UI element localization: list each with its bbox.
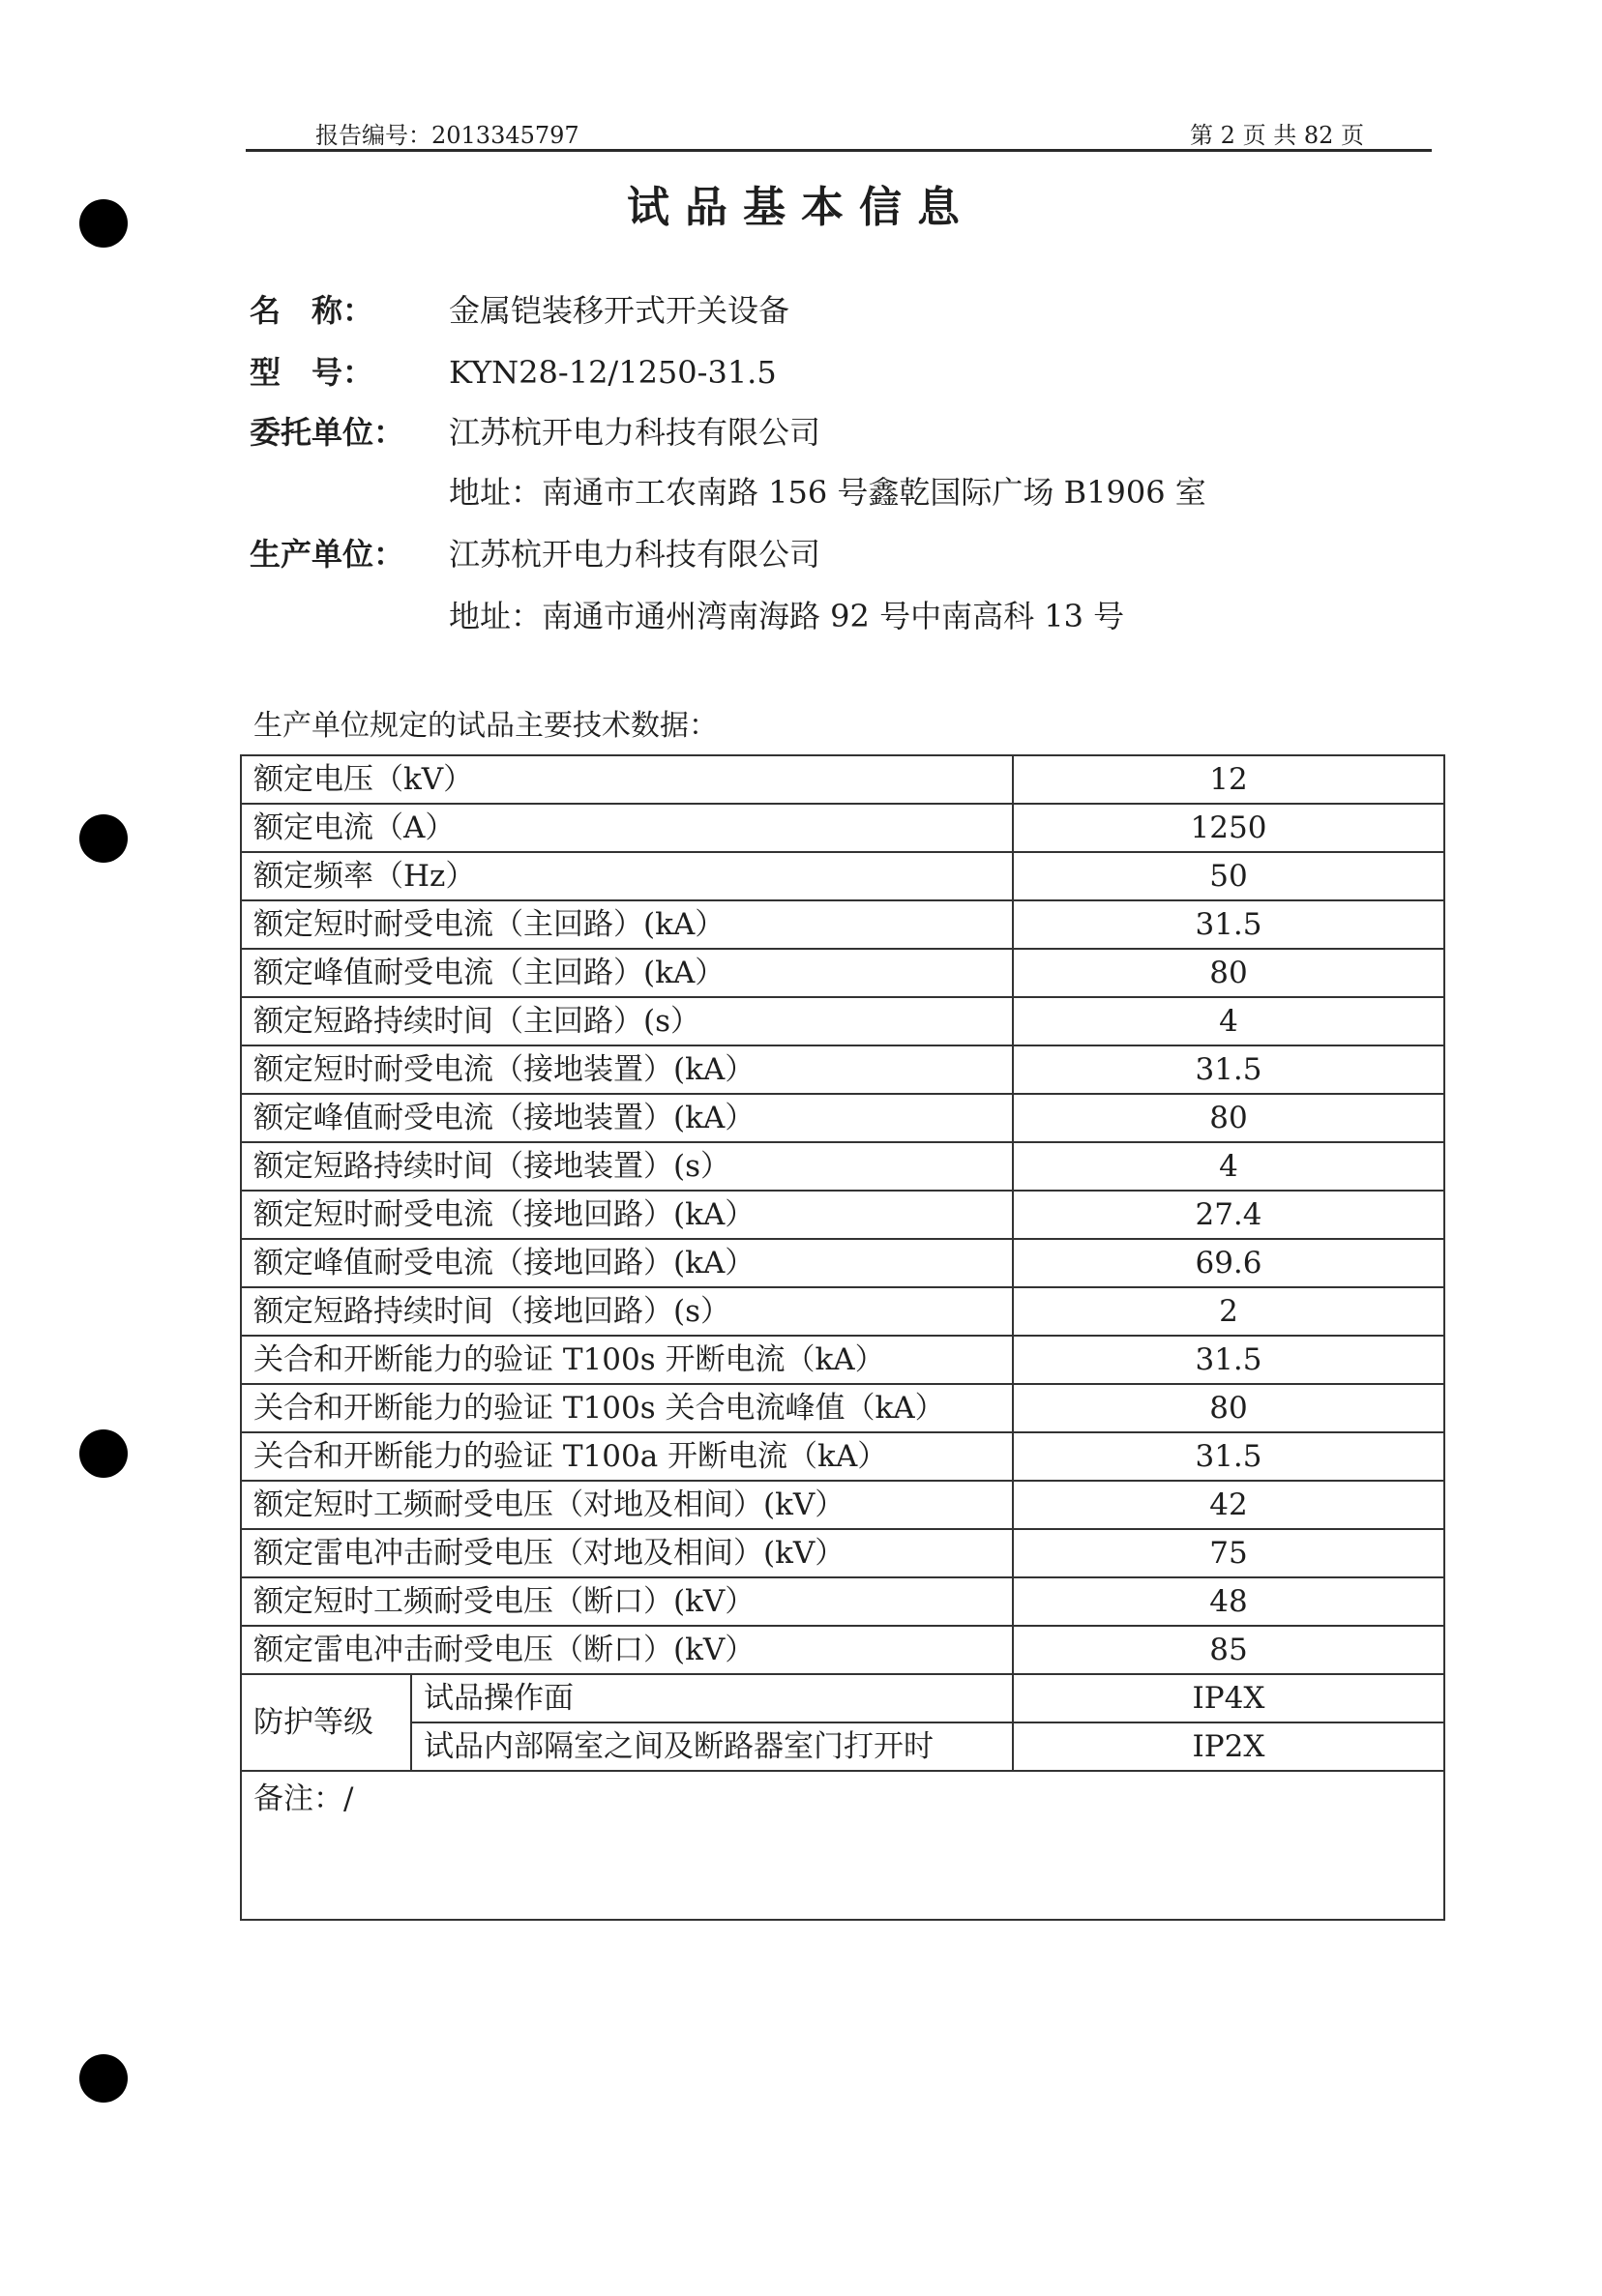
spec-row xyxy=(241,1094,1444,1142)
spec-label: 额定频率（Hz） xyxy=(241,852,1013,900)
spec-row xyxy=(241,804,1444,852)
spec-row xyxy=(241,1626,1444,1674)
spec-label: 额定短时耐受电流（主回路）(kA） xyxy=(241,900,1013,949)
spec-label: 额定短路持续时间（接地回路）(s） xyxy=(241,1287,1013,1336)
spec-label: 额定短时耐受电流（接地装置）(kA） xyxy=(241,1045,1013,1094)
protection-value: IP4X xyxy=(1013,1674,1444,1722)
model-label: 型 号： xyxy=(250,354,374,391)
page-title: 试品基本信息 xyxy=(627,183,975,232)
client-label: 委托单位： xyxy=(250,414,405,451)
spec-value: 80 xyxy=(1013,949,1444,997)
spec-label: 额定短路持续时间（接地装置）(s） xyxy=(241,1142,1013,1191)
name-value: 金属铠装移开式开关设备 xyxy=(449,292,790,329)
name-label: 名 称： xyxy=(250,292,374,329)
spec-label: 额定雷电冲击耐受电压（对地及相间）(kV） xyxy=(241,1529,1013,1577)
notes-row xyxy=(241,1771,1444,1920)
spec-label: 额定雷电冲击耐受电压（断口）(kV） xyxy=(241,1626,1013,1674)
spec-label: 关合和开断能力的验证 T100a 开断电流（kA） xyxy=(241,1432,1013,1481)
maker-value: 江苏杭开电力科技有限公司 xyxy=(449,536,821,573)
model-value: KYN28-12/1250-31.5 xyxy=(449,354,777,391)
spec-row xyxy=(241,1432,1444,1481)
page-info: 第 2 页 共 82 页 xyxy=(1190,122,1364,149)
spec-value: 31.5 xyxy=(1013,900,1444,949)
protection-value: IP2X xyxy=(1013,1722,1444,1771)
spec-row xyxy=(241,1045,1444,1094)
spec-label: 额定短时工频耐受电压（断口）(kV） xyxy=(241,1577,1013,1626)
spec-value: 31.5 xyxy=(1013,1432,1444,1481)
spec-label: 额定电压（kV） xyxy=(241,755,1013,804)
spec-row xyxy=(241,1577,1444,1626)
spec-value: 80 xyxy=(1013,1384,1444,1432)
spec-row xyxy=(241,997,1444,1045)
client-value: 江苏杭开电力科技有限公司 xyxy=(449,414,821,451)
spec-value: 80 xyxy=(1013,1094,1444,1142)
spec-value: 2 xyxy=(1013,1287,1444,1336)
page-header xyxy=(246,110,1432,152)
spec-value: 42 xyxy=(1013,1481,1444,1529)
spec-row xyxy=(241,1191,1444,1239)
maker-label: 生产单位： xyxy=(250,536,405,573)
report-number: 报告编号：2013345797 xyxy=(315,122,579,149)
spec-row xyxy=(241,1529,1444,1577)
spec-row xyxy=(241,1336,1444,1384)
spec-value: 1250 xyxy=(1013,804,1444,852)
spec-row xyxy=(241,1481,1444,1529)
spec-value: 85 xyxy=(1013,1626,1444,1674)
spec-value: 4 xyxy=(1013,997,1444,1045)
spec-label: 额定峰值耐受电流（接地装置）(kA） xyxy=(241,1094,1013,1142)
spec-value: 69.6 xyxy=(1013,1239,1444,1287)
binder-hole-3 xyxy=(79,1429,128,1478)
spec-row xyxy=(241,1239,1444,1287)
spec-row xyxy=(241,949,1444,997)
spec-value: 27.4 xyxy=(1013,1191,1444,1239)
spec-label: 额定短时工频耐受电压（对地及相间）(kV） xyxy=(241,1481,1013,1529)
spec-label: 额定短时耐受电流（接地回路）(kA） xyxy=(241,1191,1013,1239)
spec-row xyxy=(241,1142,1444,1191)
spec-row xyxy=(241,1384,1444,1432)
maker-address: 地址：南通市通州湾南海路 92 号中南高科 13 号 xyxy=(449,598,1125,634)
protection-sub-label: 试品操作面 xyxy=(411,1674,1013,1722)
spec-value: 12 xyxy=(1013,755,1444,804)
protection-row-1 xyxy=(241,1674,1444,1722)
spec-label: 额定峰值耐受电流（主回路）(kA） xyxy=(241,949,1013,997)
spec-value: 50 xyxy=(1013,852,1444,900)
spec-label: 额定峰值耐受电流（接地回路）(kA） xyxy=(241,1239,1013,1287)
protection-row-2 xyxy=(241,1722,1444,1771)
binder-hole-4 xyxy=(79,2054,128,2103)
spec-value: 31.5 xyxy=(1013,1045,1444,1094)
client-address: 地址：南通市工农南路 156 号鑫乾国际广场 B1906 室 xyxy=(449,474,1206,511)
spec-value: 31.5 xyxy=(1013,1336,1444,1384)
spec-intro: 生产单位规定的试品主要技术数据： xyxy=(253,709,718,743)
spec-row xyxy=(241,755,1444,804)
spec-row xyxy=(241,900,1444,949)
notes: 备注：/ xyxy=(241,1771,1444,1920)
spec-value: 48 xyxy=(1013,1577,1444,1626)
binder-hole-2 xyxy=(79,814,128,863)
spec-row xyxy=(241,1287,1444,1336)
spec-label: 额定电流（A） xyxy=(241,804,1013,852)
spec-label: 关合和开断能力的验证 T100s 关合电流峰值（kA） xyxy=(241,1384,1013,1432)
spec-row xyxy=(241,852,1444,900)
spec-label: 额定短路持续时间（主回路）(s） xyxy=(241,997,1013,1045)
spec-table xyxy=(240,754,1445,1921)
spec-value: 75 xyxy=(1013,1529,1444,1577)
spec-label: 关合和开断能力的验证 T100s 开断电流（kA） xyxy=(241,1336,1013,1384)
protection-label: 防护等级 xyxy=(241,1674,411,1771)
protection-sub-label: 试品内部隔室之间及断路器室门打开时 xyxy=(411,1722,1013,1771)
spec-value: 4 xyxy=(1013,1142,1444,1191)
